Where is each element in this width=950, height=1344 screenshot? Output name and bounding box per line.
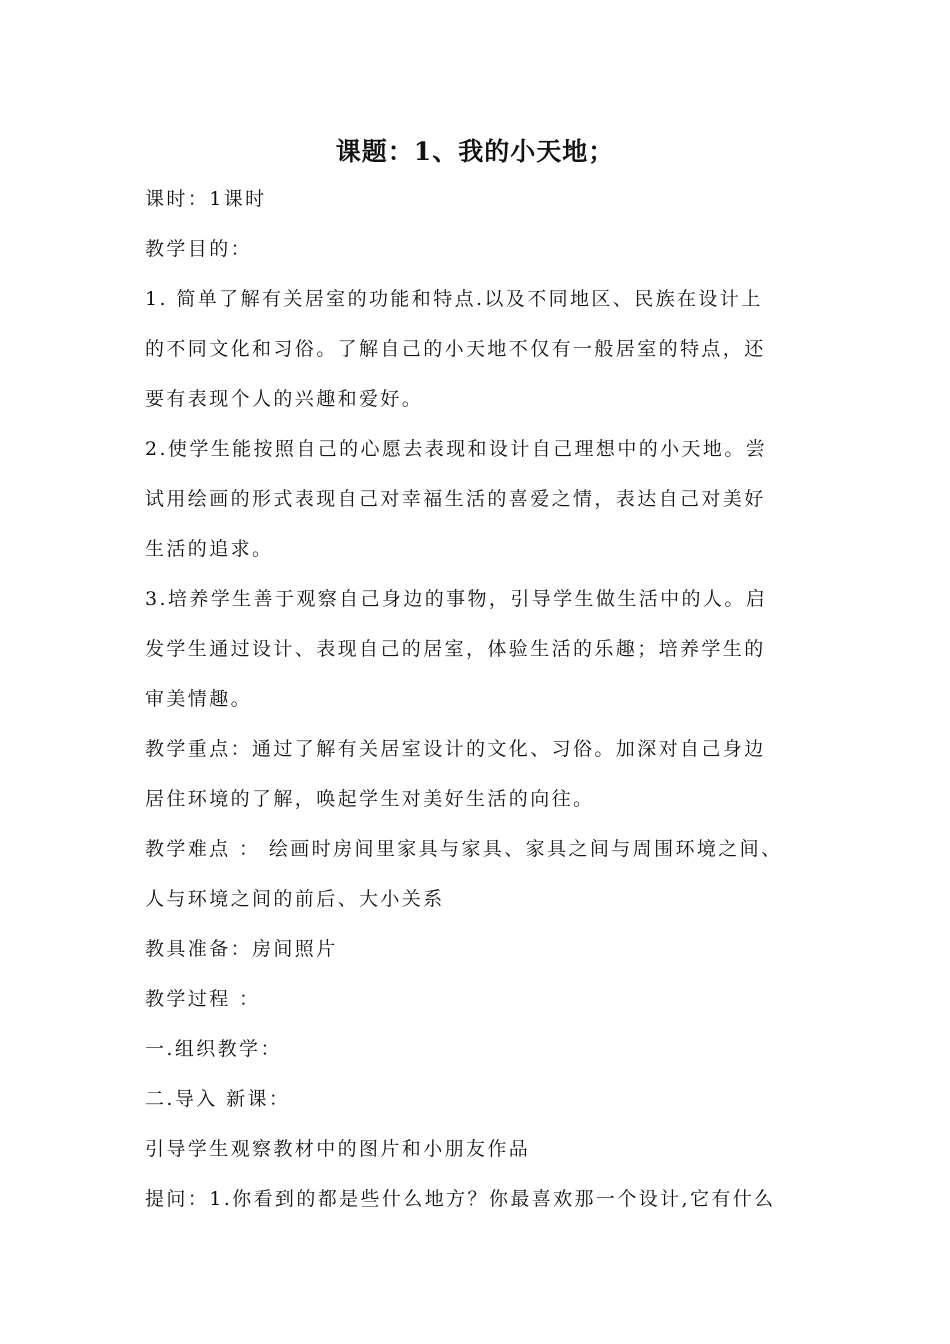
text-line-guide-observation: 引导学生观察教材中的图片和小朋友作品 (145, 1138, 531, 1160)
text-line-teaching-aids: 教具准备：房间照片 (145, 938, 338, 960)
document-title: 课题：1、我的小天地； (335, 137, 615, 166)
text-line-teaching-goals-heading: 教学目的： (145, 238, 253, 260)
text-line-class-hours: 课时：1课时 (145, 188, 267, 210)
text-line-difficulties-cont: 人与环境之间的前后、大小关系 (145, 888, 445, 910)
text-line-goal-2-cont: 试用绘画的形式表现自己对幸福生活的喜爱之情，表达自己对美好 (145, 488, 766, 510)
text-line-difficulties: 教学难点 ： 绘画时房间里家具与家具、家具之间与周围环境之间、 (145, 838, 783, 860)
text-line-key-points: 教学重点：通过了解有关居室设计的文化、习俗。加深对自己身边 (145, 738, 766, 760)
text-line-goal-3-cont: 发学生通过设计、表现自己的居室，体验生活的乐趣；培养学生的 (145, 638, 766, 660)
text-line-goal-1-cont: 的不同文化和习俗。了解自己的小天地不仅有一般居室的特点，还 (145, 338, 766, 360)
text-line-step-1: 一.组织教学： (145, 1038, 282, 1060)
text-line-teaching-process: 教学过程 ： (145, 988, 261, 1010)
text-line-goal-2-end: 生活的追求。 (145, 538, 274, 560)
text-line-step-2: 二.导入 新课： (145, 1088, 291, 1110)
text-line-goal-1: 1. 简单了解有关居室的功能和特点.以及不同地区、民族在设计上 (145, 288, 763, 310)
text-line-goal-2: 2.使学生能按照自己的心愿去表现和设计自己理想中的小天地。尝 (145, 438, 768, 460)
text-line-key-points-cont: 居住环境的了解，唤起学生对美好生活的向往。 (145, 788, 595, 810)
text-line-goal-1-end: 要有表现个人的兴趣和爱好。 (145, 388, 424, 410)
text-line-goal-3: 3.培养学生善于观察自己身边的事物，引导学生做生活中的人。启 (145, 588, 768, 610)
text-line-goal-3-end: 审美情趣。 (145, 688, 253, 710)
text-line-question-1: 提问：1.你看到的都是些什么地方？你最喜欢那一个设计,它有什么 (145, 1188, 776, 1210)
